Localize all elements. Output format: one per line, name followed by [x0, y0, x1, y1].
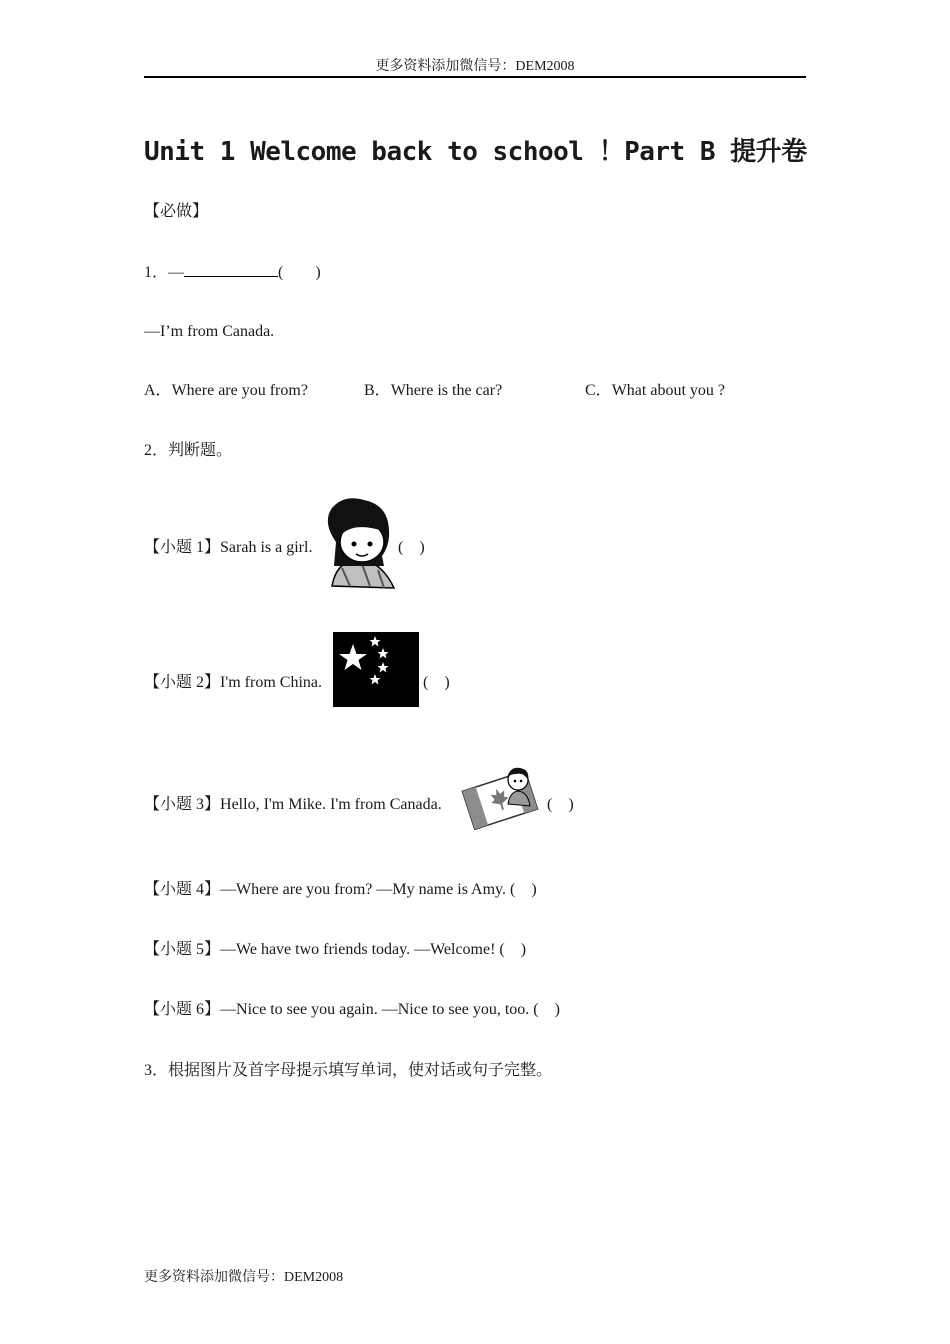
girl-picture	[318, 496, 398, 592]
q2-item-2-text	[144, 673, 322, 693]
q1-answer-blank[interactable]	[184, 262, 278, 277]
option-text: Where are you from?	[171, 382, 308, 399]
item-text: —Nice to see you again. —Nice to see you, too. ( )	[220, 1001, 560, 1018]
section-label: 【必做】	[144, 203, 209, 220]
q1-paren[interactable]: ( )	[278, 264, 321, 281]
option-letter: A．	[144, 382, 172, 399]
item-label: 【小题 2】	[144, 674, 221, 691]
footer-text: 更多资料添加微信号：DEM2008	[144, 1270, 344, 1285]
option-letter: C．	[585, 382, 612, 399]
item-text: Sarah is a girl.	[220, 539, 313, 556]
q1-option-b[interactable]	[364, 381, 502, 401]
item-text: I'm from China.	[220, 674, 322, 691]
item-label: 【小题 5】	[144, 941, 221, 958]
header-text: 更多资料添加微信号：DEM2008	[375, 59, 575, 74]
option-text: Where is the car?	[390, 382, 503, 399]
q2-item-3-text	[144, 795, 442, 815]
q1-answer-line: —I’m from Canada.	[144, 323, 275, 340]
item-label: 【小题 3】	[144, 796, 221, 813]
q1-option-c[interactable]	[585, 381, 725, 401]
item-label: 【小题 4】	[144, 881, 221, 898]
option-letter: B．	[364, 382, 391, 399]
page-footer	[144, 1270, 343, 1286]
option-text: What about you ?	[611, 382, 725, 399]
item-text: Hello, I'm Mike. I'm from Canada.	[220, 796, 442, 813]
item-3-paren[interactable]: ( )	[547, 796, 574, 813]
q2-item-4-text	[144, 880, 537, 900]
q2-item-5-text	[144, 940, 526, 960]
q2-item-1-text	[144, 538, 312, 558]
page-title: Unit 1 Welcome back to school ！Part B 提升卷	[144, 137, 807, 167]
item-1-paren[interactable]: ( )	[398, 539, 425, 556]
q1-option-a[interactable]	[144, 381, 308, 401]
item-2-paren[interactable]: ( )	[423, 674, 450, 691]
item-label: 【小题 6】	[144, 1001, 221, 1018]
item-text: —We have two friends today. —Welcome! ( )	[220, 941, 527, 958]
item-label: 【小题 1】	[144, 539, 221, 556]
q1-stem	[144, 262, 321, 283]
q3-heading: 3．根据图片及首字母提示填写单词，使对话或句子完整。	[144, 1062, 553, 1079]
q1-number: 1．—	[144, 264, 185, 281]
china-flag-picture	[333, 632, 419, 707]
page-header	[144, 59, 806, 78]
canada-flag-boy-picture	[460, 764, 540, 830]
item-text: —Where are you from? —My name is Amy. ( )	[220, 881, 537, 898]
q2-item-6-text	[144, 1000, 560, 1020]
q2-heading: 2．判断题。	[144, 442, 233, 459]
